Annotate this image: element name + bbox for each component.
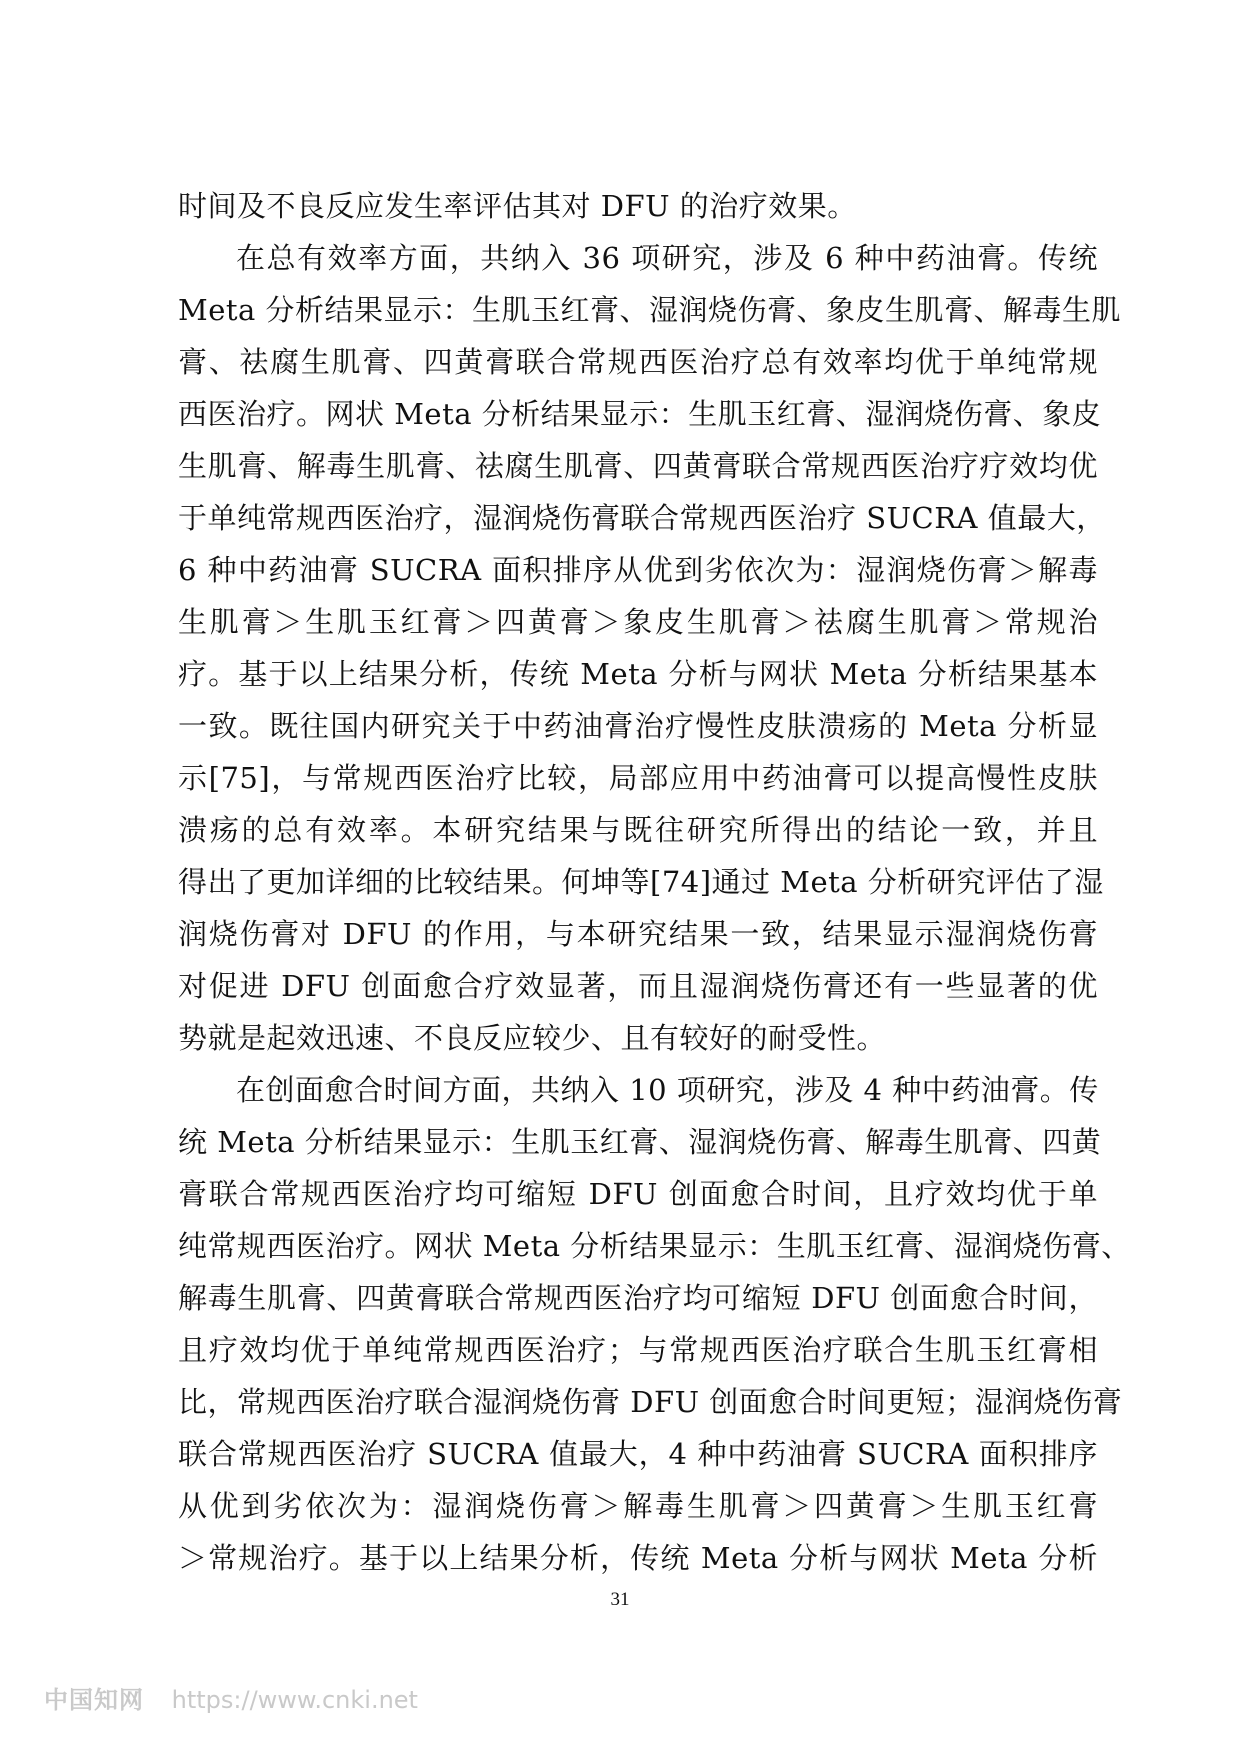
text-line: 6 种中药油膏 SUCRA 面积排序从优到劣依次为：湿润烧伤膏＞解毒 [178, 553, 1098, 587]
page-number: 31 [610, 1589, 630, 1610]
text-line: 纯常规西医治疗。网状 Meta 分析结果显示：生肌玉红膏、湿润烧伤膏、 [178, 1229, 1131, 1263]
text-line: 示[75]，与常规西医治疗比较，局部应用中药油膏可以提高慢性皮肤 [178, 761, 1098, 795]
text-line: 于单纯常规西医治疗，湿润烧伤膏联合常规西医治疗 SUCRA 值最大， [178, 501, 1106, 535]
text-line: 从优到劣依次为：湿润烧伤膏＞解毒生肌膏＞四黄膏＞生肌玉红膏 [178, 1489, 1098, 1523]
text-line: 得出了更加详细的比较结果。何坤等[74]通过 Meta 分析研究评估了湿 [178, 865, 1104, 899]
text-line: 西医治疗。网状 Meta 分析结果显示：生肌玉红膏、湿润烧伤膏、象皮 [178, 397, 1102, 431]
text-line: 膏联合常规西医治疗均可缩短 DFU 创面愈合时间，且疗效均优于单 [178, 1177, 1098, 1211]
text-line: 膏、祛腐生肌膏、四黄膏联合常规西医治疗总有效率均优于单纯常规 [178, 345, 1098, 379]
text-line: 且疗效均优于单纯常规西医治疗；与常规西医治疗联合生肌玉红膏相 [178, 1333, 1098, 1367]
text-line: 联合常规西医治疗 SUCRA 值最大，4 种中药油膏 SUCRA 面积排序 [178, 1437, 1098, 1471]
text-line: 对促进 DFU 创面愈合疗效显著，而且湿润烧伤膏还有一些显著的优 [178, 969, 1098, 1003]
text-line: 比，常规西医治疗联合湿润烧伤膏 DFU 创面愈合时间更短；湿润烧伤膏 [178, 1385, 1123, 1419]
text-line: 统 Meta 分析结果显示：生肌玉红膏、湿润烧伤膏、解毒生肌膏、四黄 [178, 1125, 1102, 1159]
watermark-url: https://www.cnki.net [171, 1686, 418, 1714]
text-line: 在总有效率方面，共纳入 36 项研究，涉及 6 种中药油膏。传统 [236, 241, 1098, 275]
watermark-logo: 中国知网 [44, 1686, 144, 1714]
watermark [44, 1680, 418, 1715]
text-line: 疗。基于以上结果分析，传统 Meta 分析与网状 Meta 分析结果基本 [178, 657, 1098, 691]
text-line: Meta 分析结果显示：生肌玉红膏、湿润烧伤膏、象皮生肌膏、解毒生肌 [178, 293, 1122, 327]
text-line: 时间及不良反应发生率评估其对 DFU 的治疗效果。 [178, 189, 857, 223]
text-line: 在创面愈合时间方面，共纳入 10 项研究，涉及 4 种中药油膏。传 [236, 1073, 1099, 1107]
text-line: 一致。既往国内研究关于中药油膏治疗慢性皮肤溃疡的 Meta 分析显 [178, 709, 1098, 743]
page-body-text [178, 180, 1131, 1584]
text-line: 生肌膏、解毒生肌膏、祛腐生肌膏、四黄膏联合常规西医治疗疗效均优 [178, 449, 1098, 483]
text-line: 解毒生肌膏、四黄膏联合常规西医治疗均可缩短 DFU 创面愈合时间， [178, 1281, 1098, 1315]
text-line: ＞常规治疗。基于以上结果分析，传统 Meta 分析与网状 Meta 分析 [178, 1541, 1098, 1575]
text-line: 润烧伤膏对 DFU 的作用，与本研究结果一致，结果显示湿润烧伤膏 [178, 917, 1098, 951]
text-line: 势就是起效迅速、不良反应较少、且有较好的耐受性。 [178, 1021, 887, 1055]
text-line: 生肌膏＞生肌玉红膏＞四黄膏＞象皮生肌膏＞祛腐生肌膏＞常规治 [178, 605, 1098, 639]
text-line: 溃疡的总有效率。本研究结果与既往研究所得出的结论一致，并且 [178, 813, 1098, 847]
